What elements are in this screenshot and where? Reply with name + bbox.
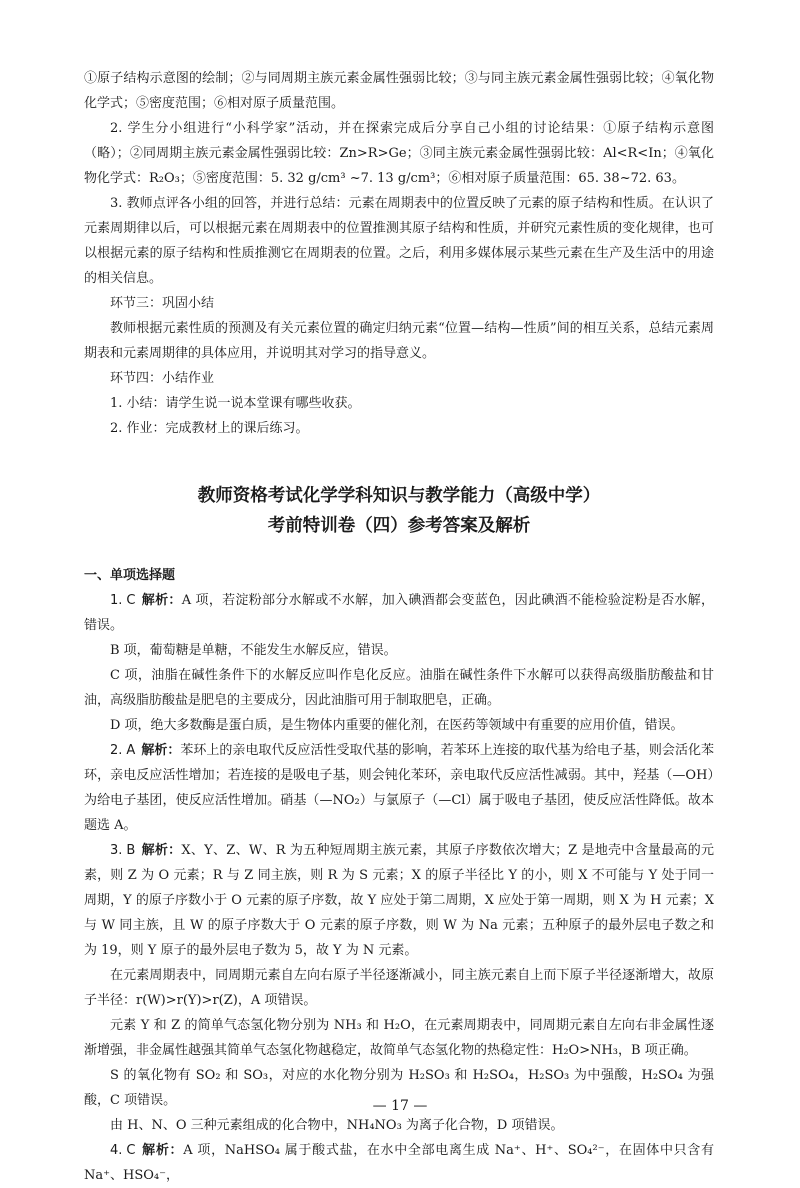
section-heading: 一、单项选择题: [84, 568, 176, 583]
explanation-label: 解析：: [141, 1143, 184, 1158]
explanation-text: A 项，若淀粉部分水解或不水解，加入碘酒都会变蓝色，因此碘酒不能检验淀粉是否水解，错误。: [84, 593, 714, 633]
answer-item: [84, 588, 714, 638]
answer-letter: C: [126, 593, 136, 608]
answer-letter: C: [126, 1143, 136, 1158]
paragraph: B 项，葡萄糖是单糖，不能发生水解反应，错误。: [110, 643, 397, 658]
paragraph: 2. 学生分小组进行“小科学家”活动，并在探索完成后分享自己小组的讨论结果：①原子结构示意图（略）；②同周期主族元素金属性强弱比较：Zn>R>Ge；③同主族元素金属性强弱比较：Al<R<In；④氧化物化学式：R₂O₃；⑤密度范围：5. 32 g/cm³ ~7. 13 g/cm³；⑥相对原子质量范围：65. 38~72. 63。: [84, 121, 714, 186]
page-title: 教师资格考试化学学科知识与教学能力（高级中学）: [197, 486, 601, 506]
explanation-label: 解析：: [141, 843, 182, 858]
question-number: 3.: [110, 843, 123, 858]
explanation-label: 解析：: [141, 743, 181, 758]
question-number: 4.: [110, 1143, 123, 1158]
paragraph: 教师根据元素性质的预测及有关元素位置的确定归纳元素“位置—结构—性质”间的相互关系，总结元素周期表和元素周期律的具体应用，并说明其对学习的指导意义。: [84, 321, 714, 361]
answer-item: [84, 838, 714, 963]
paragraph: ①原子结构示意图的绘制；②与同周期主族元素金属性强弱比较；③与同主族元素金属性强弱比较；④氧化物化学式；⑤密度范围；⑥相对原子质量范围。: [84, 71, 714, 111]
paragraph: 元素 Y 和 Z 的简单气态氢化物分别为 NH₃ 和 H₂O，在元素周期表中，同周期元素自左向右非金属性逐渐增强，非金属性越强其简单气态氢化物越稳定，故简单气态氢化物的热稳定性：H₂O>NH₃，B 项正确。: [84, 1018, 714, 1058]
question-number: 2.: [110, 743, 123, 758]
paragraph: S 的氧化物有 SO₂ 和 SO₃，对应的水化物分别为 H₂SO₃ 和 H₂SO₄，H₂SO₃ 为中强酸，H₂SO₄ 为强酸，C 项错误。: [84, 1068, 714, 1108]
explanation-label: 解析：: [141, 593, 182, 608]
explanation-text: 苯环上的亲电取代反应活性受取代基的影响，若苯环上连接的取代基为给电子基，则会活化苯环，亲电反应活性增加；若连接的是吸电子基，则会钝化苯环，亲电取代反应活性减弱。其中，羟基（—OH）为给电子基团，使反应活性增加。硝基（—NO₂）与氯原子（—Cl）属于吸电子基团，使反应活性降低。故本题选 A。: [84, 743, 714, 833]
answer-letter: A: [126, 743, 136, 758]
page-number: — 17 —: [372, 1098, 428, 1114]
paragraph: C 项，油脂在碱性条件下的水解反应叫作皂化反应。油脂在碱性条件下水解可以获得高级脂肪酸盐和甘油，高级脂肪酸盐是肥皂的主要成分，因此油脂可用于制取肥皂，正确。: [84, 668, 714, 708]
answer-item: [84, 1138, 714, 1188]
question-number: 1.: [110, 593, 123, 608]
page-subtitle: 考前特训卷（四）参考答案及解析: [267, 516, 531, 536]
answer-item: [84, 738, 714, 838]
paragraph: 在元素周期表中，同周期元素自左向右原子半径逐渐减小，同主族元素自上而下原子半径逐渐增大，故原子半径：r(W)>r(Y)>r(Z)，A 项错误。: [84, 968, 714, 1008]
answer-letter: B: [126, 843, 136, 858]
paragraph: D 项，绝大多数酶是蛋白质，是生物体内重要的催化剂，在医药等领域中有重要的应用价值，错误。: [110, 718, 684, 733]
explanation-text: X、Y、Z、W、R 为五种短周期主族元素，其原子序数依次增大；Z 是地壳中含量最高的元素，则 Z 为 O 元素；R 与 Z 同主族，则 R 为 S 元素；X 的原子半径比 Y 的小，则 X 不可能与 Y 处于同一周期，Y 的原子序数小于 O 元素的原子序数，故 Y 应处于第二周期，X 应处于第一周期，则 X 为 H 元素；X 与 W 同主族，且 W 的原子序数大于 O 元素的原子序数，则 W 为 Na 元素；五种原子的最外层电子数之和为 19，则 Y 原子的最外层电子数为 5，故 Y 为 N 元素。: [84, 843, 714, 958]
paragraph: 由 H、N、O 三种元素组成的化合物中，NH₄NO₃ 为离子化合物，D 项错误。: [110, 1118, 564, 1133]
subheading: 环节四：小结作业: [110, 371, 215, 386]
list-item: 1. 小结：请学生说一说本堂课有哪些收获。: [110, 396, 361, 411]
paragraph: 3. 教师点评各小组的回答，并进行总结：元素在周期表中的位置反映了元素的原子结构和性质。在认识了元素周期律以后，可以根据元素在周期表中的位置推测其原子结构和性质，并研究元素性质的变化规律，也可以根据元素的原子结构和性质推测它在周期表的位置。之后，利用多媒体展示某些元素在生产及生活中的用途的相关信息。: [84, 196, 714, 286]
list-item: 2. 作业：完成教材上的课后练习。: [110, 421, 309, 436]
page-body: [84, 66, 714, 1188]
subheading: 环节三：巩固小结: [110, 296, 215, 311]
explanation-text: A 项，NaHSO₄ 属于酸式盐，在水中全部电离生成 Na⁺、H⁺、SO₄²⁻，在固体中只含有 Na⁺、HSO₄⁻，: [84, 1143, 714, 1183]
spacer: [84, 441, 714, 481]
